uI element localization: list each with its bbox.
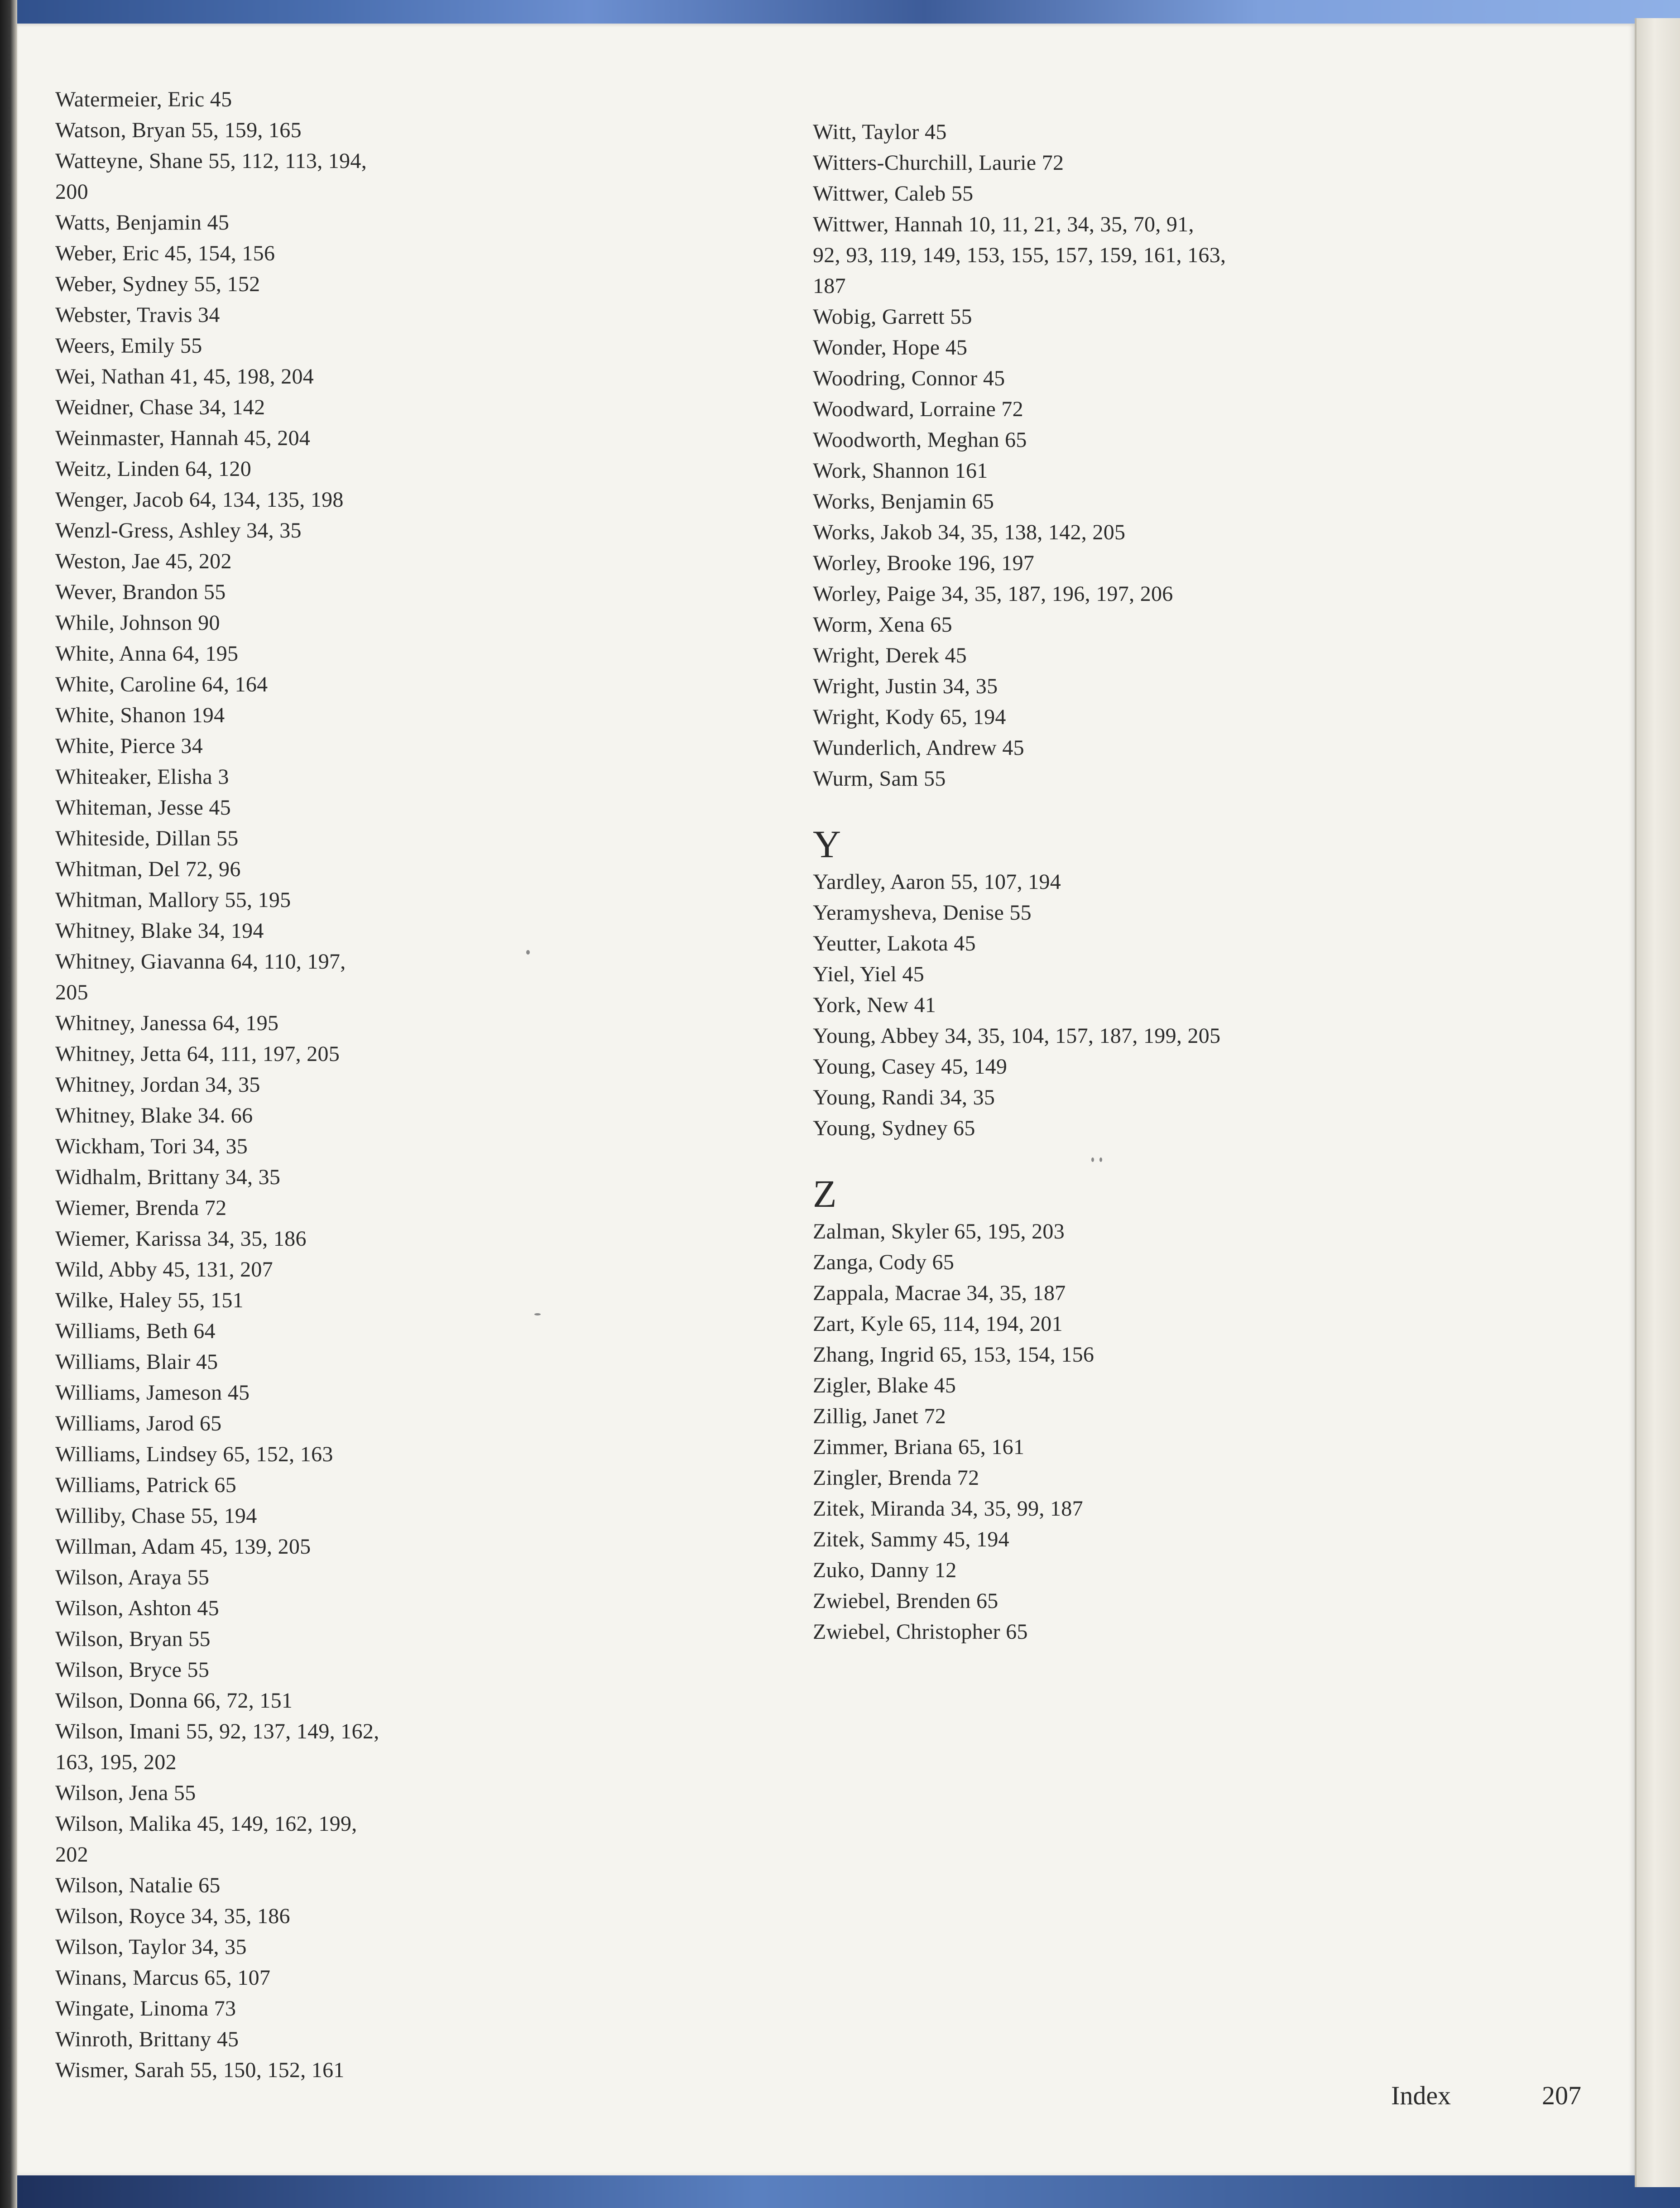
index-entry: Yardley, Aaron 55, 107, 194 (813, 870, 1061, 894)
index-entry: Wever, Brandon 55 (55, 580, 226, 604)
index-entry: Whiteman, Jesse 45 (55, 796, 231, 820)
index-entry: Whiteaker, Elisha 3 (55, 765, 229, 789)
section-letter-y: Y (813, 822, 841, 866)
index-entry: Wickham, Tori 34, 35 (55, 1134, 248, 1158)
index-entry: Zitek, Sammy 45, 194 (813, 1527, 1009, 1551)
index-entry: Woodring, Connor 45 (813, 366, 1005, 390)
index-entry: Work, Shannon 161 (813, 459, 988, 483)
index-entry: York, New 41 (813, 993, 936, 1017)
index-entry: Zigler, Blake 45 (813, 1373, 956, 1397)
index-entry: Winans, Marcus 65, 107 (55, 1966, 271, 1990)
index-entry: Wismer, Sarah 55, 150, 152, 161 (55, 2058, 345, 2082)
index-entry: Watermeier, Eric 45 (55, 87, 232, 111)
index-entry: Wittwer, Hannah 10, 11, 21, 34, 35, 70, 91, (813, 212, 1194, 236)
index-entry: Whitman, Del 72, 96 (55, 857, 241, 881)
index-entry: Watson, Bryan 55, 159, 165 (55, 118, 302, 142)
index-entry: Whitman, Mallory 55, 195 (55, 888, 291, 912)
index-entry: Zalman, Skyler 65, 195, 203 (813, 1219, 1065, 1243)
index-entry: Zappala, Macrae 34, 35, 187 (813, 1281, 1066, 1305)
index-entry: 202 (55, 1843, 88, 1867)
index-entry: Yeramysheva, Denise 55 (813, 901, 1032, 925)
index-entry: Wilson, Royce 34, 35, 186 (55, 1904, 290, 1928)
index-left-column (55, 84, 408, 2086)
index-entry: Weber, Eric 45, 154, 156 (55, 241, 275, 265)
scan-speck (526, 950, 530, 955)
index-entry: Winroth, Brittany 45 (55, 2027, 239, 2051)
index-entry: Weinmaster, Hannah 45, 204 (55, 426, 311, 450)
index-entry: Woodward, Lorraine 72 (813, 397, 1023, 421)
index-entry: 205 (55, 980, 88, 1004)
index-entry: Wittwer, Caleb 55 (813, 182, 974, 206)
index-entry: Whitney, Blake 34, 194 (55, 919, 264, 943)
index-entry: Wilson, Jena 55 (55, 1781, 196, 1805)
page-number: 207 (1542, 2081, 1581, 2110)
z-entries (813, 1216, 1311, 1647)
index-entry: White, Anna 64, 195 (55, 642, 239, 666)
index-entry: 187 (813, 274, 846, 298)
index-entry: Wenger, Jacob 64, 134, 135, 198 (55, 488, 344, 512)
index-entry: Works, Benjamin 65 (813, 490, 994, 514)
page-footer (1391, 2078, 1581, 2114)
index-entry: Worley, Paige 34, 35, 187, 196, 197, 206 (813, 582, 1173, 606)
index-entry: Wilson, Ashton 45 (55, 1596, 219, 1620)
index-entry: Witt, Taylor 45 (813, 120, 947, 144)
index-entry: Zingler, Brenda 72 (813, 1466, 979, 1490)
scan-speck (534, 1313, 541, 1315)
index-entry: Wilson, Taylor 34, 35 (55, 1935, 247, 1959)
index-entry: White, Pierce 34 (55, 734, 203, 758)
index-entry: Whitney, Giavanna 64, 110, 197, (55, 950, 346, 974)
index-entry: Zwiebel, Christopher 65 (813, 1620, 1028, 1644)
index-entry: Whitney, Janessa 64, 195 (55, 1011, 279, 1035)
index-entry: Wunderlich, Andrew 45 (813, 736, 1024, 760)
index-entry: Wild, Abby 45, 131, 207 (55, 1258, 273, 1282)
scan-speck (1091, 1157, 1094, 1162)
index-entry: Weers, Emily 55 (55, 334, 202, 358)
index-entry: 200 (55, 180, 88, 204)
index-entry: Wiemer, Karissa 34, 35, 186 (55, 1227, 307, 1251)
index-entry: Zimmer, Briana 65, 161 (813, 1435, 1025, 1459)
index-entry: Willman, Adam 45, 139, 205 (55, 1535, 311, 1559)
index-entry: Weber, Sydney 55, 152 (55, 272, 260, 296)
index-entry: Whitney, Blake 34. 66 (55, 1104, 253, 1128)
index-entry: Wright, Kody 65, 194 (813, 705, 1006, 729)
page-right-edge (1635, 18, 1680, 2187)
index-entry: Wilke, Haley 55, 151 (55, 1288, 244, 1312)
index-right-column (813, 117, 1311, 1647)
index-entry: Wobig, Garrett 55 (813, 305, 972, 329)
index-entry: Weidner, Chase 34, 142 (55, 395, 265, 419)
index-entry: Yeutter, Lakota 45 (813, 931, 976, 955)
index-entry: Wilson, Donna 66, 72, 151 (55, 1689, 293, 1713)
index-entry: Wilson, Natalie 65 (55, 1873, 221, 1897)
index-entry: While, Johnson 90 (55, 611, 220, 635)
index-entry: Williams, Patrick 65 (55, 1473, 237, 1497)
index-entry: Wilson, Bryce 55 (55, 1658, 210, 1682)
index-entry: Wright, Justin 34, 35 (813, 674, 998, 698)
index-entry: Wilson, Bryan 55 (55, 1627, 211, 1651)
index-entry: Weston, Jae 45, 202 (55, 549, 232, 573)
index-entry: Zuko, Danny 12 (813, 1558, 957, 1582)
index-entry: Widhalm, Brittany 34, 35 (55, 1165, 281, 1189)
index-entry: White, Shanon 194 (55, 703, 225, 727)
index-entry: Wonder, Hope 45 (813, 336, 968, 360)
index-entry: Zitek, Miranda 34, 35, 99, 187 (813, 1497, 1083, 1521)
index-entry: Worley, Brooke 196, 197 (813, 551, 1035, 575)
index-entry: Young, Sydney 65 (813, 1116, 975, 1140)
index-entry: Williams, Blair 45 (55, 1350, 218, 1374)
index-entry: Wingate, Linoma 73 (55, 1997, 236, 2021)
index-entry: Wei, Nathan 41, 45, 198, 204 (55, 365, 314, 389)
index-entry: Williams, Beth 64 (55, 1319, 216, 1343)
index-entry: Wilson, Araya 55 (55, 1565, 210, 1589)
index-entry: Wiemer, Brenda 72 (55, 1196, 227, 1220)
index-entry: Young, Abbey 34, 35, 104, 157, 187, 199, 205 (813, 1024, 1221, 1048)
index-entry: Wilson, Imani 55, 92, 137, 149, 162, (55, 1719, 379, 1743)
footer-section-label: Index (1391, 2081, 1451, 2110)
index-entry: Whiteside, Dillan 55 (55, 826, 239, 850)
index-entry: 92, 93, 119, 149, 153, 155, 157, 159, 161, 163, (813, 243, 1226, 267)
index-entry: Zart, Kyle 65, 114, 194, 201 (813, 1312, 1063, 1336)
index-entry: White, Caroline 64, 164 (55, 672, 268, 696)
index-entry: Williams, Jarod 65 (55, 1411, 222, 1435)
index-entry: Williby, Chase 55, 194 (55, 1504, 257, 1528)
index-entry: Zanga, Cody 65 (813, 1250, 955, 1274)
index-entry: Woodworth, Meghan 65 (813, 428, 1027, 452)
y-entries (813, 867, 1311, 1144)
index-entry: Zillig, Janet 72 (813, 1404, 946, 1428)
index-entry: Webster, Travis 34 (55, 303, 220, 327)
index-entry: Williams, Lindsey 65, 152, 163 (55, 1442, 333, 1466)
index-entry: Watts, Benjamin 45 (55, 211, 230, 235)
index-entry: Witters-Churchill, Laurie 72 (813, 151, 1064, 175)
index-entry: Wurm, Sam 55 (813, 767, 946, 791)
index-entry: Zwiebel, Brenden 65 (813, 1589, 998, 1613)
index-entry: 163, 195, 202 (55, 1750, 177, 1774)
w-entries (813, 117, 1311, 794)
page-bottom-border (0, 2172, 1680, 2208)
index-entry: Worm, Xena 65 (813, 613, 952, 637)
index-entry: Zhang, Ingrid 65, 153, 154, 156 (813, 1343, 1094, 1367)
index-entry: Whitney, Jetta 64, 111, 197, 205 (55, 1042, 340, 1066)
index-entry: Young, Randi 34, 35 (813, 1085, 995, 1109)
index-entry: Whitney, Jordan 34, 35 (55, 1073, 260, 1097)
index-entry: Williams, Jameson 45 (55, 1381, 250, 1405)
index-entry: Wilson, Malika 45, 149, 162, 199, (55, 1812, 357, 1836)
index-entry: Young, Casey 45, 149 (813, 1055, 1008, 1079)
index-entry: Wenzl-Gress, Ashley 34, 35 (55, 518, 302, 542)
section-letter-z: Z (813, 1172, 837, 1215)
book-spine-edge (0, 0, 17, 2208)
index-entry: Yiel, Yiel 45 (813, 962, 925, 986)
index-entry: Watteyne, Shane 55, 112, 113, 194, (55, 149, 367, 173)
index-entry: Weitz, Linden 64, 120 (55, 457, 252, 481)
scan-speck (1099, 1157, 1102, 1162)
index-entry: Wright, Derek 45 (813, 643, 967, 667)
index-entry: Works, Jakob 34, 35, 138, 142, 205 (813, 520, 1126, 544)
